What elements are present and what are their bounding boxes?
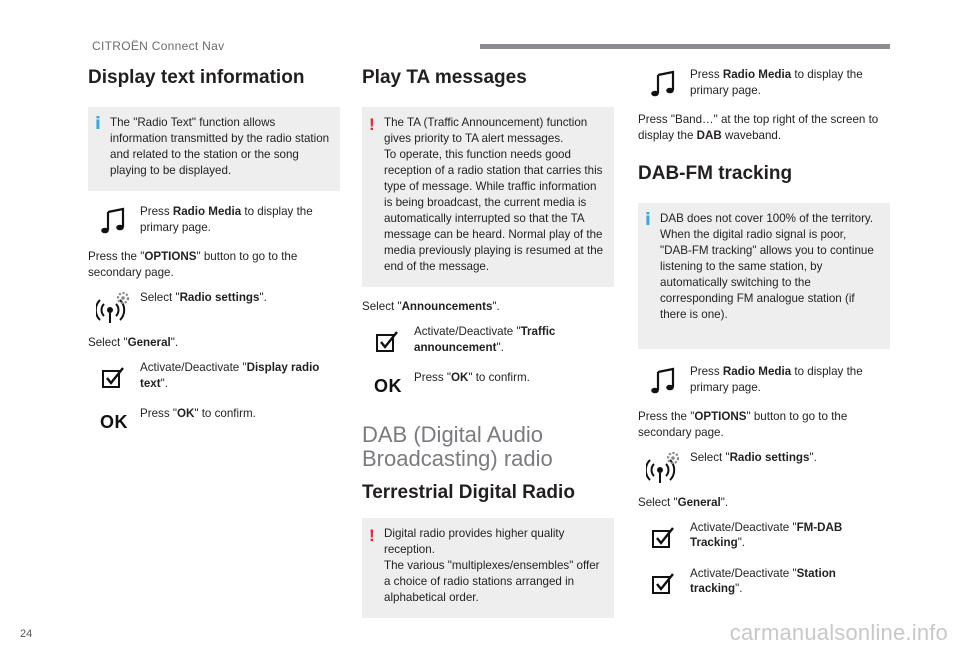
text: Activate/Deactivate " bbox=[140, 360, 247, 374]
info-text: DAB does not cover 100% of the territory. When the digital radio signal is poor, "DAB-FM tracking" allows you to continue listening to the same station, by automatically switching to the corresponding FM analogue station (if there is one). bbox=[660, 211, 874, 321]
text: Press bbox=[140, 204, 173, 218]
step-display-radio-text bbox=[88, 359, 340, 395]
text: " to confirm. bbox=[468, 370, 530, 384]
text: Select " bbox=[88, 335, 128, 349]
text: Press " bbox=[140, 406, 177, 420]
text: ". bbox=[160, 376, 168, 390]
step-text bbox=[690, 363, 890, 396]
text: ". bbox=[496, 340, 504, 354]
section-title-dab-fm-tracking: DAB-FM tracking bbox=[638, 162, 793, 184]
column-ta-messages bbox=[362, 62, 614, 630]
ok-icon bbox=[362, 369, 414, 405]
radio-settings-icon bbox=[638, 449, 690, 485]
instruction-general bbox=[638, 495, 890, 511]
section-title-terrestrial-digital-radio: Terrestrial Digital Radio bbox=[362, 481, 575, 503]
column-display-text bbox=[88, 62, 340, 451]
ok-glyph: OK bbox=[100, 412, 128, 433]
text: Select " bbox=[690, 450, 730, 464]
text: ". bbox=[720, 495, 729, 509]
bold-text: OPTIONS bbox=[144, 249, 197, 263]
bold-text: OK bbox=[176, 406, 195, 420]
column-dab-fm bbox=[638, 58, 890, 611]
section-title-display-text: Display text information bbox=[88, 67, 305, 88]
text: Select " bbox=[140, 290, 180, 304]
info-icon: i bbox=[95, 113, 101, 134]
text: ". bbox=[809, 450, 817, 464]
step-text bbox=[414, 369, 614, 386]
bold-text: Traffic announcement bbox=[414, 324, 556, 354]
text: Activate/Deactivate " bbox=[690, 520, 797, 534]
text: ". bbox=[737, 536, 746, 550]
bold-text: Station tracking bbox=[690, 566, 836, 596]
text: ". bbox=[735, 582, 743, 596]
step-text bbox=[140, 405, 340, 422]
header-bar bbox=[480, 44, 890, 49]
bold-text: Announcements bbox=[401, 299, 493, 313]
text: Select " bbox=[638, 495, 678, 509]
text: Press the " bbox=[88, 249, 145, 263]
step-radio-settings bbox=[88, 289, 340, 325]
text: waveband. bbox=[721, 128, 782, 142]
step-text bbox=[690, 565, 890, 598]
checkbox-icon bbox=[638, 519, 690, 555]
info-box bbox=[638, 203, 890, 349]
text: to display the primary page. bbox=[690, 68, 863, 97]
bold-text: Display radio text bbox=[140, 360, 320, 390]
text: to display the primary page. bbox=[690, 364, 863, 394]
step-fm-dab-tracking bbox=[638, 519, 890, 555]
ok-glyph: OK bbox=[374, 376, 402, 397]
warning-box bbox=[362, 107, 614, 287]
music-note-icon bbox=[638, 363, 690, 399]
text: Activate/Deactivate " bbox=[690, 566, 797, 580]
text: Press " bbox=[414, 370, 451, 384]
music-note-icon bbox=[88, 203, 140, 239]
checkbox-icon bbox=[88, 359, 140, 395]
instruction-announcements bbox=[362, 299, 614, 315]
chapter-heading-dab: DAB (Digital Audio Broadcasting) radio bbox=[362, 421, 553, 471]
step-text bbox=[690, 519, 890, 552]
radio-settings-icon bbox=[88, 289, 140, 325]
info-icon: i bbox=[645, 209, 651, 230]
warning-icon: ! bbox=[369, 114, 375, 134]
text: ". bbox=[170, 335, 179, 349]
step-text bbox=[140, 289, 340, 306]
step-confirm bbox=[362, 369, 614, 405]
text: Press the " bbox=[638, 409, 695, 423]
watermark: carmanualsonline.info bbox=[729, 620, 948, 645]
step-text bbox=[690, 66, 890, 99]
bold-text: Radio settings bbox=[179, 290, 260, 304]
brand-title: CITROËN Connect Nav bbox=[92, 39, 225, 53]
warning-text: Digital radio provides higher quality reception. The various "multiplexes/ensembles" offer a choice of radio stations arranged in alphabetical order. bbox=[384, 526, 600, 604]
checkbox-icon bbox=[638, 565, 690, 601]
step-radio-settings bbox=[638, 449, 890, 485]
step-radio-media bbox=[638, 66, 890, 102]
text: Select " bbox=[362, 299, 402, 313]
page-number: 24 bbox=[20, 628, 33, 640]
info-box bbox=[88, 107, 340, 191]
instruction-options bbox=[88, 249, 340, 281]
bold-text: Radio Media bbox=[722, 364, 792, 378]
text: Press bbox=[690, 364, 723, 378]
text: Activate/Deactivate " bbox=[414, 324, 521, 338]
bold-text: DAB bbox=[696, 128, 722, 142]
text: ". bbox=[492, 299, 500, 313]
instruction-general bbox=[88, 335, 340, 351]
step-traffic-announcement bbox=[362, 323, 614, 359]
instruction-band bbox=[638, 112, 890, 144]
ok-icon bbox=[88, 405, 140, 441]
text: ". bbox=[259, 290, 267, 304]
info-text: The "Radio Text" function allows information transmitted by the radio station and related to the station or the song playing to be displayed. bbox=[110, 115, 330, 177]
music-note-icon bbox=[638, 66, 690, 102]
warning-text: The TA (Traffic Announcement) function gives priority to TA alert messages. To operate, this function needs good reception of a radio station that carries this type of message. While traffic information is being broadcast, the current media is automatically interrupted so that the TA message can be heard. Normal play of the media previously playing is resumed at the end of the message. bbox=[384, 115, 604, 273]
bold-text: OK bbox=[450, 370, 469, 384]
bold-text: FM-DAB Tracking bbox=[690, 520, 843, 550]
step-station-tracking bbox=[638, 565, 890, 601]
bold-text: General bbox=[677, 495, 721, 509]
text: " button to go to the secondary page. bbox=[88, 249, 298, 279]
text: to display the primary page. bbox=[140, 204, 313, 234]
bold-text: General bbox=[127, 335, 171, 349]
section-title-ta-messages: Play TA messages bbox=[362, 67, 527, 88]
step-text bbox=[414, 323, 614, 356]
warning-icon: ! bbox=[369, 525, 375, 545]
checkbox-icon bbox=[362, 323, 414, 359]
bold-text: Radio Media bbox=[722, 68, 792, 81]
step-radio-media bbox=[88, 203, 340, 239]
step-text bbox=[140, 359, 340, 392]
step-confirm bbox=[88, 405, 340, 441]
step-radio-media bbox=[638, 363, 890, 399]
step-text bbox=[140, 203, 340, 236]
bold-text: Radio settings bbox=[729, 450, 810, 464]
step-text bbox=[690, 449, 890, 466]
text: " to confirm. bbox=[194, 406, 256, 420]
text: Press bbox=[690, 68, 723, 81]
instruction-options bbox=[638, 409, 890, 441]
text: " button to go to the secondary page. bbox=[638, 409, 848, 439]
text: Press "Band…" at the top right of the screen to display the bbox=[638, 113, 879, 142]
bold-text: OPTIONS bbox=[694, 409, 747, 423]
bold-text: Radio Media bbox=[172, 204, 242, 218]
warning-box bbox=[362, 518, 614, 618]
